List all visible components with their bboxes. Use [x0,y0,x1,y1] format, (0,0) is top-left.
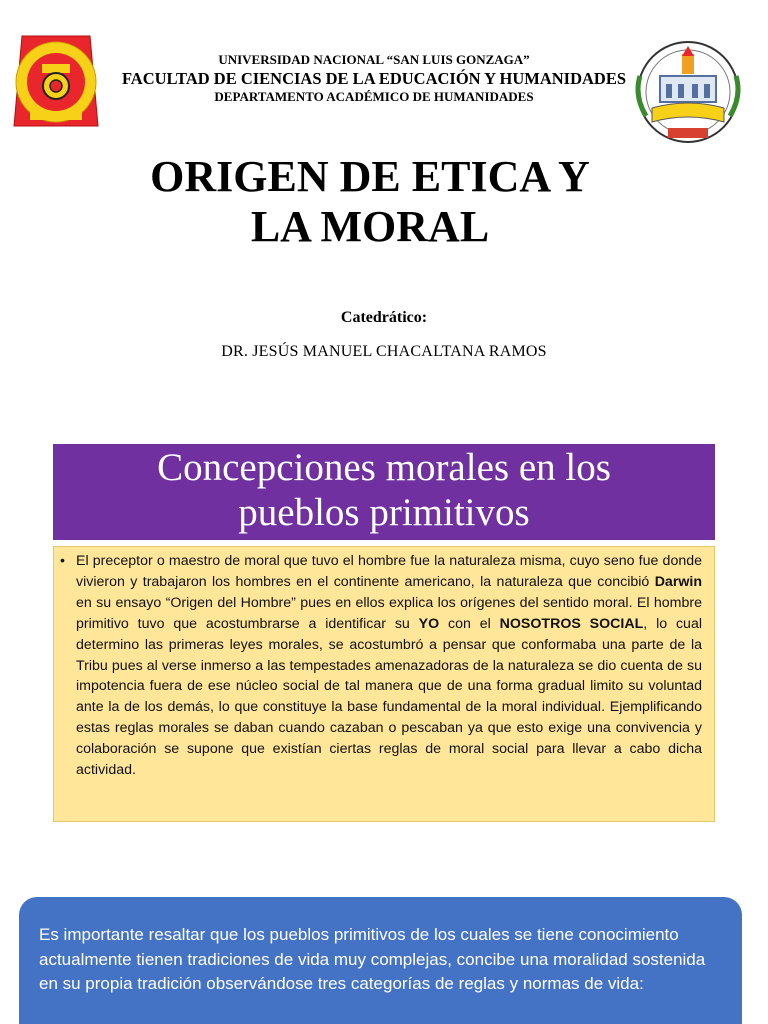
paragraph-text [60,551,702,781]
faculty-seal-logo [632,36,744,146]
catedratico-label: Catedrático: [340,309,428,326]
yo-term: YO [418,615,440,632]
catedratico-name: DR. JESÚS MANUEL CHACALTANA RAMOS [221,343,547,360]
nosotros-social-term: NOSOTROS SOCIAL [499,615,644,632]
section-heading [53,444,715,540]
note-text: Es importante resaltar que los pueblos primitivos de los cuales se tiene conocimiento actualmente tienen tradiciones de vida muy complejas, concibe una moralidad sostenida en su propia tradición observándose tres categorías de reglas y normas de vida: [39,925,706,993]
institution-header [120,52,628,105]
darwin-term: Darwin [654,573,702,590]
paragraph-part-1: El preceptor o maestro de moral que tuvo el hombre fue la naturaleza misma, cuyo seno fue donde vivieron y trabajaron los hombres en el continente americano, la naturaleza que concibió [76,553,702,590]
paragraph-box [53,546,715,822]
note-box [19,897,742,1024]
paragraph-part-3: con el [439,615,500,632]
section-heading-line-1: Concepciones morales en los [157,446,611,489]
department-name: DEPARTAMENTO ACADÉMICO DE HUMANIDADES [214,89,534,104]
university-name: UNIVERSIDAD NACIONAL “SAN LUIS GONZAGA” [218,52,530,67]
title-line-2: LA MORAL [250,202,490,251]
section-heading-line-2: pueblos primitivos [238,491,530,534]
document-title [90,152,650,252]
bullet-point: • [60,553,65,569]
faculty-name: FACULTAD DE CIENCIAS DE LA EDUCACIÓN Y HUMANIDADES [121,69,627,88]
university-seal-logo [8,28,104,132]
paragraph-part-2: en su ensayo “Origen del Hombre” pues en ellos explica los orígenes del sentido moral. El hombre primitivo tuvo que acostumbrarse a identificar su [76,594,702,632]
paragraph-part-4: , lo cual determino las primeras leyes morales, se acostumbró a pensar que conformaba una parte de la Tribu pues al verse inmerso a las tempestades amenazadoras de la naturaleza se dio cuenta de su impotencia fuera de ese núcleo social de tal manera que de una forma gradual limito su voluntad ante la de los demás, lo que constituye la base fundamental de la moral individual. Ejemplificando estas reglas morales se daban cuando cazaban o pescaban ya que esto exige una convivencia y colaboración se supone que existían ciertas reglas de moral social para llevar a cabo dicha actividad. [76,615,702,779]
title-line-1: ORIGEN DE ETICA Y [150,152,590,201]
